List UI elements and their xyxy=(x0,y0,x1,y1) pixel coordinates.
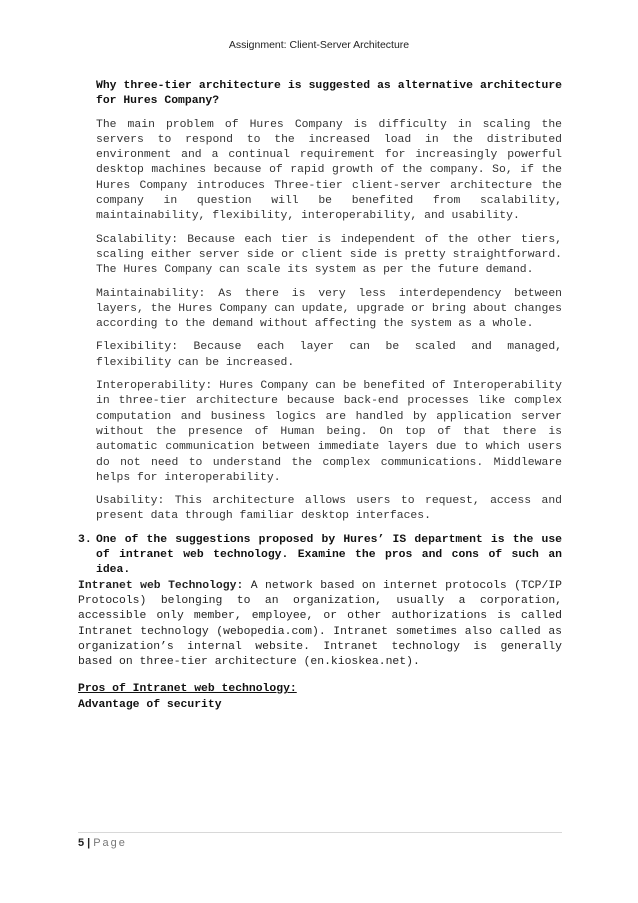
paragraph-maintainability: Maintainability: As there is very less interdependency between layers, the Hures Company can update, upgrade or bring about changes according to the demand without affecting the system as a whole. xyxy=(96,287,562,331)
intranet-term: Intranet web Technology: xyxy=(78,579,244,592)
paragraph-scalability: Scalability: Because each tier is independent of the other tiers, scaling either server side or client side is pretty straightforward. The Hures Company can scale its system as per the future demand. xyxy=(96,233,562,277)
footer-divider xyxy=(78,832,562,833)
question-text: One of the suggestions proposed by Hures’ IS department is the use of intranet web technology. Examine the pros and cons of such an idea. xyxy=(96,533,562,577)
pros-heading: Pros of Intranet web technology: xyxy=(78,683,297,696)
advantage-heading: Advantage of security xyxy=(78,698,222,711)
paragraph-interoperability: Interoperability: Hures Company can be benefited of Interoperability in three-tier architecture because back-end processes like complex computation and business logics are handled by application server without the presence of Human being. On top of that there is automatic communication between immediate layers due to which users do not need to understand the complex communications. Middleware helps for interoperability. xyxy=(96,380,562,484)
page-number: 5 xyxy=(78,837,85,849)
paragraph-intranet-definition xyxy=(78,579,562,671)
document-body xyxy=(78,79,562,713)
footer-separator: | xyxy=(87,837,91,849)
page-label: Page xyxy=(93,837,127,849)
paragraph-main-problem: The main problem of Hures Company is difficulty in scaling the servers to respond to the increased load in the distributed environment and a continual requirement for increasingly powerful desktop machines because of rapid growth of the company. So, if the Hures Company introduces Three-tier client-server architecture the company in question will be benefited from scalability, maintainability, flexibility, interoperability, and usability. xyxy=(96,118,562,223)
paragraph-flexibility: Flexibility: Because each layer can be scaled and managed, flexibility can be increased. xyxy=(96,341,562,369)
intranet-definition-text: A network based on internet protocols (TCP/IP Protocols) belonging to an organization, usually a corporation, accessible only member, employee, or other authorizations is called Intranet technology (webopedia.com). Intranet sometimes also called as organization’s internal website. Intranet technology is generally based on three-tier architecture (en.kioskea.net). xyxy=(78,579,562,669)
question-heading xyxy=(78,533,562,579)
section-heading-three-tier: Why three-tier architecture is suggested as alternative architecture for Hures Company? xyxy=(96,80,562,108)
question-number: 3. xyxy=(78,533,92,546)
paragraph-usability: Usability: This architecture allows users to request, access and present data through familiar desktop interfaces. xyxy=(96,495,562,523)
page-header: Assignment: Client-Server Architecture xyxy=(228,39,410,51)
page-footer xyxy=(78,837,127,849)
